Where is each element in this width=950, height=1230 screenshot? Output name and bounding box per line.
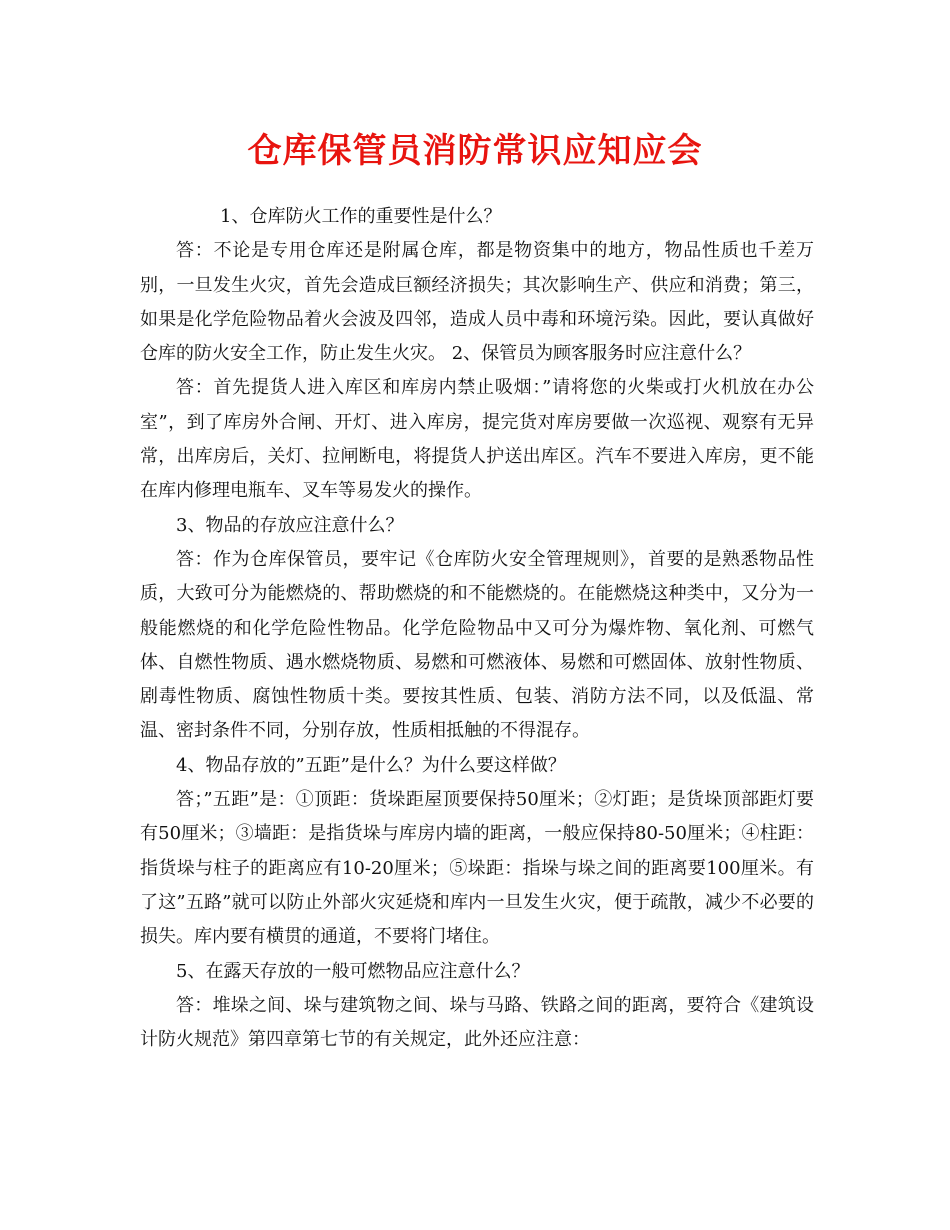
answer-3: 答：作为仓库保管员，要牢记《仓库防火安全管理规则》，首要的是熟悉物品性质，大致可分为能燃烧的、帮助燃烧的和不能燃烧的。在能燃烧这种类中，又分为一般能燃烧的和化学危险性物品。化学危险物品中又可分为爆炸物、氧化剂、可燃气体、自燃性物质、遇水燃烧物质、易燃和可燃液体、易燃和可燃固体、放射性物质、剧毒性物质、腐蚀性物质十类。要按其性质、包装、消防方法不同，以及低温、常温、密封条件不同，分别存放，性质相抵触的不得混存。 <box>140 548 814 742</box>
answer-5: 答：堆垛之间、垛与建筑物之间、垛与马路、铁路之间的距离，要符合《建筑设计防火规范》第四章第七节的有关规定，此外还应注意： <box>140 994 814 1051</box>
answer-2: 答：首先提货人进入库区和库房内禁止吸烟：”请将您的火柴或打火机放在办公室”，到了库房外合闸、开灯、进入库房，提完货对库房要做一次巡视、观察有无异常，出库房后，关灯、拉闸断电，将提货人护送出库区。汽车不要进入库房，更不能在库内修理电瓶车、叉车等易发火的操作。 <box>140 377 814 502</box>
question-1: 1、仓库防火工作的重要性是什么？ <box>220 206 502 227</box>
question-5: 5、在露天存放的一般可燃物品应注意什么？ <box>176 960 530 982</box>
question-3: 3、物品的存放应注意什么？ <box>176 514 404 536</box>
answer-1-and-question-2: 答：不论是专用仓库还是附属仓库，都是物资集中的地方，物品性质也千差万别，一旦发生火灾，首先会造成巨额经济损失；其次影响生产、供应和消费；第三，如果是化学危险物品着火会波及四邻，造成人员中毒和环境污染。因此，要认真做好仓库的防火安全工作，防止发生火灾。 2、保管员为顾客服务时应注意什么？ <box>140 240 814 365</box>
document-title: 仓库保管员消防常识应知应会 <box>247 131 703 171</box>
question-4: 4、物品存放的”五距”是什么？为什么要这样做？ <box>176 754 566 776</box>
document-body <box>140 200 814 1057</box>
answer-4: 答；”五距”是：①顶距：货垛距屋顶要保持50厘米；②灯距；是货垛顶部距灯要有50厘米；③墙距：是指货垛与库房内墙的距离，一般应保持80-50厘米；④柱距：指货垛与柱子的距离应有10-20厘米；⑤垛距：指垛与垛之间的距离要100厘米。有了这”五路”就可以防止外部火灾延烧和库内一旦发生火灾，便于疏散，减少不必要的损失。库内要有横贯的通道，不要将门堵住。 <box>140 789 814 948</box>
